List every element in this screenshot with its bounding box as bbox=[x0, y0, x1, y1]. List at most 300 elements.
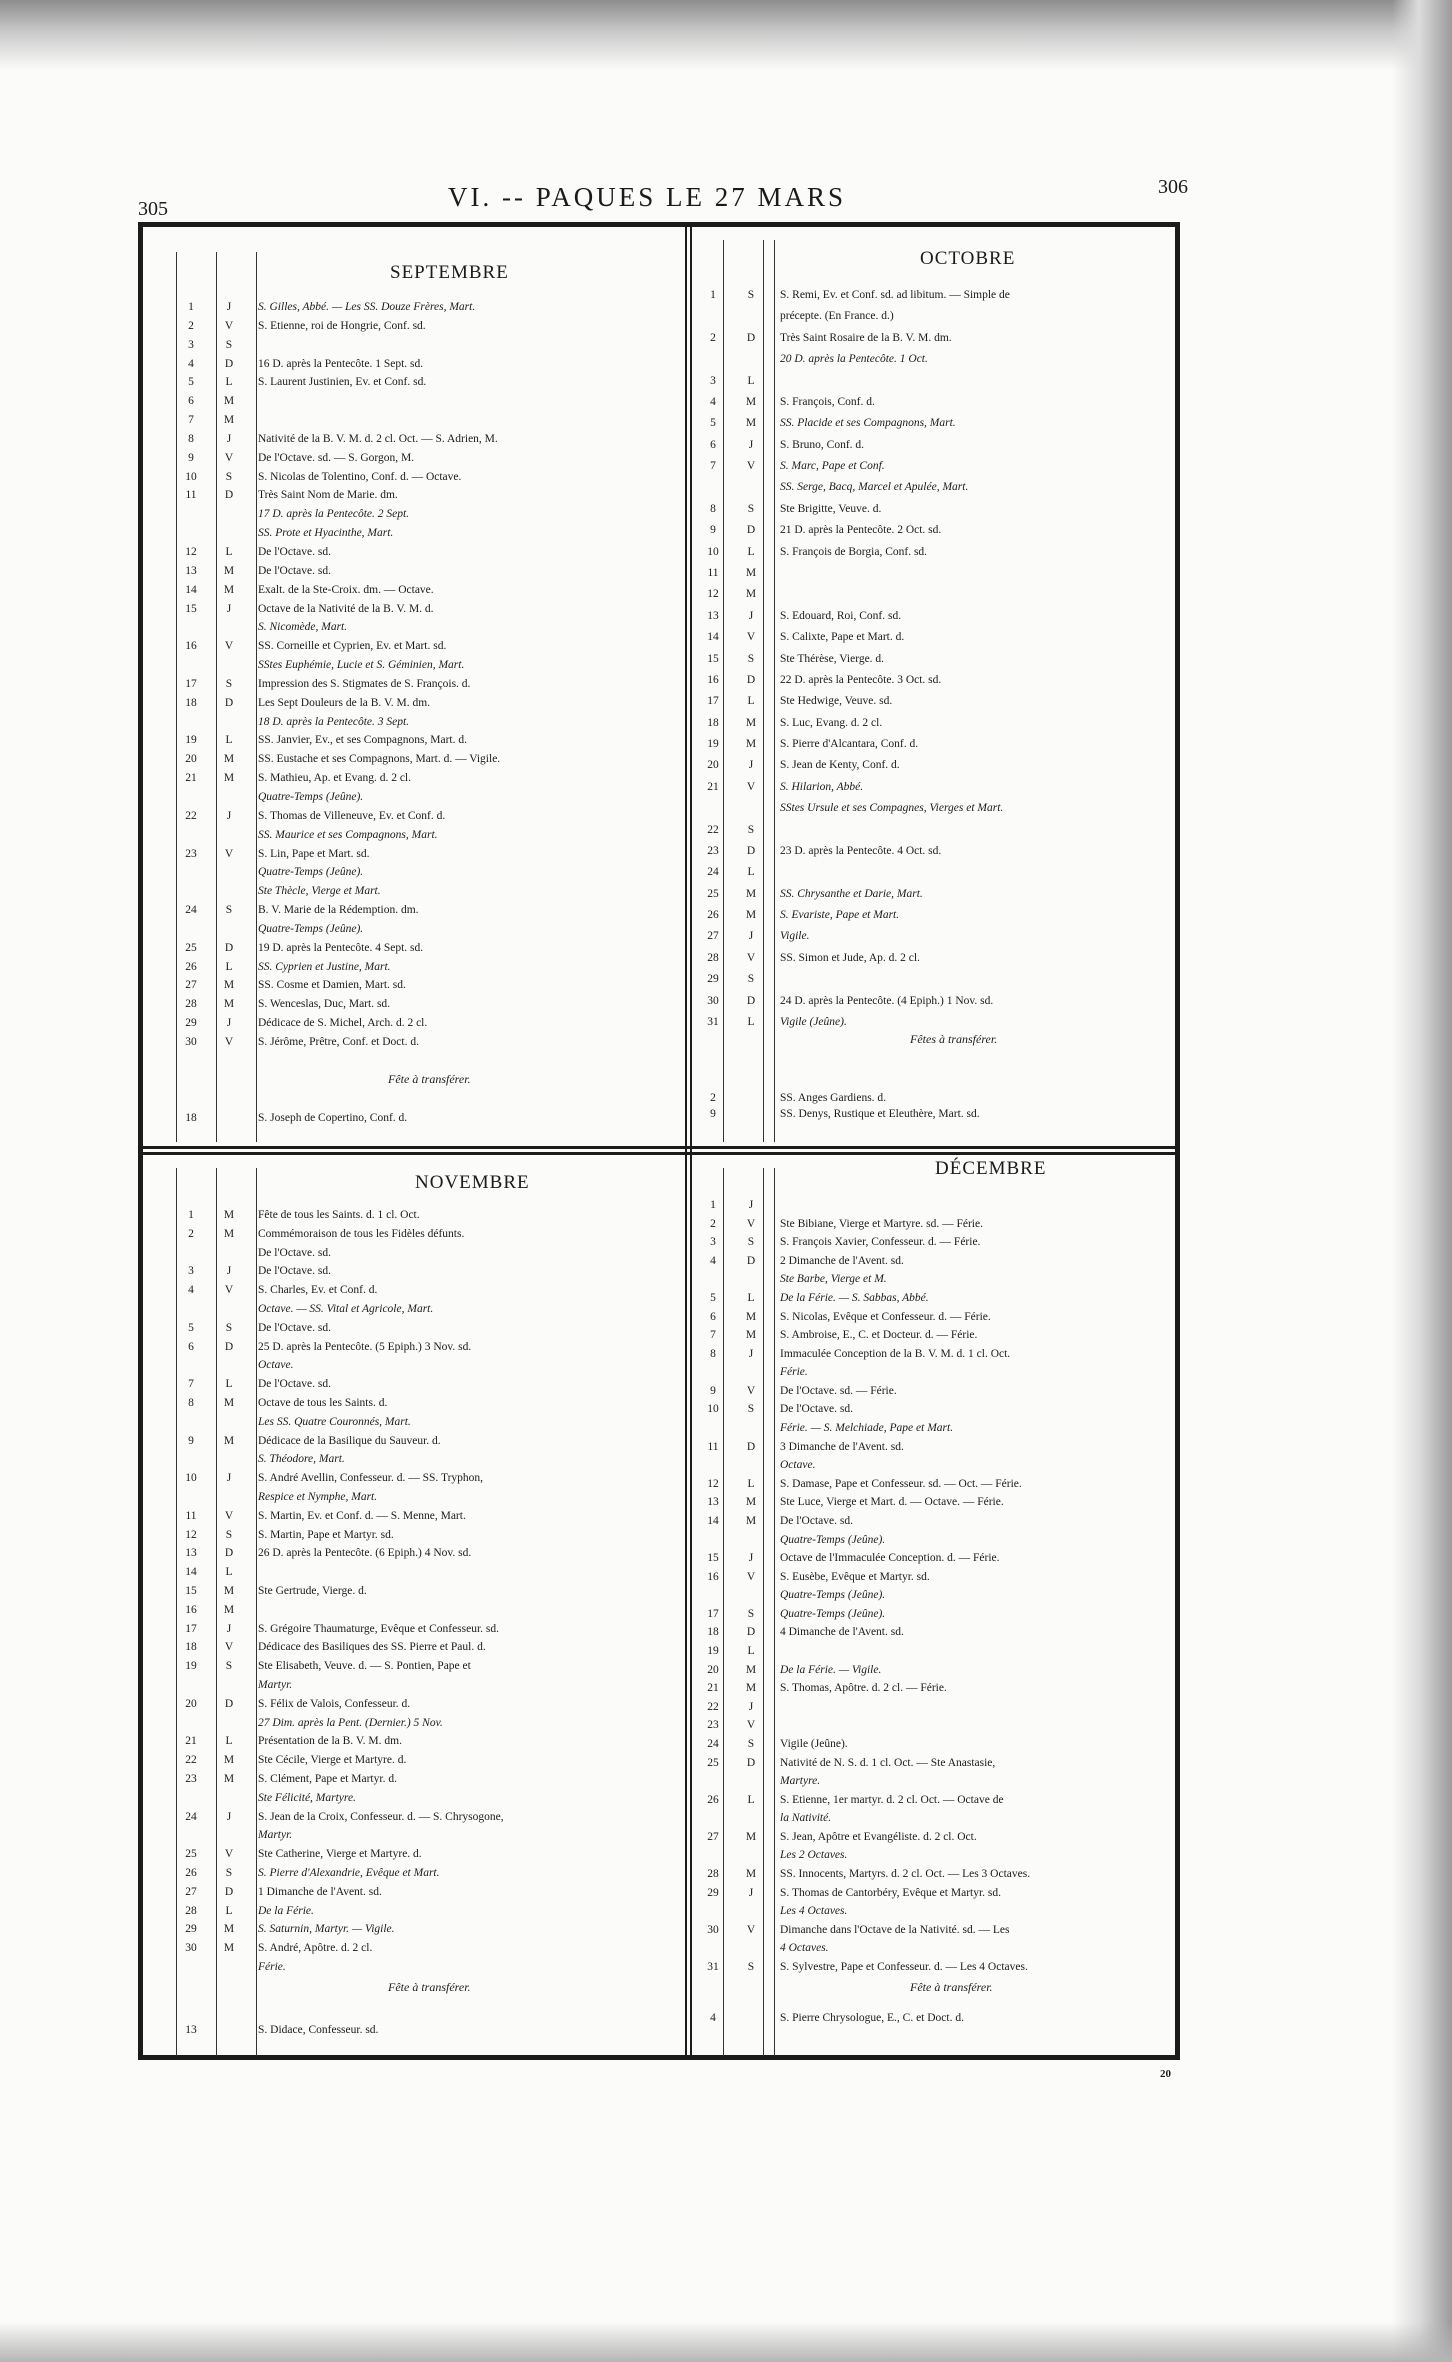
weekday-letter: M bbox=[745, 1663, 757, 1676]
calendar-row bbox=[700, 1328, 1175, 1342]
calendar-row bbox=[700, 587, 1175, 601]
day-number: 8 bbox=[710, 1347, 716, 1360]
day-number: 31 bbox=[707, 1961, 719, 1973]
weekday-letter: V bbox=[746, 951, 756, 964]
day-number: 23 bbox=[185, 1773, 197, 1785]
calendar-row bbox=[178, 1640, 678, 1654]
weekday-letter: J bbox=[748, 759, 754, 772]
calendar-row bbox=[178, 1283, 678, 1297]
weekday-letter: J bbox=[226, 1265, 232, 1278]
octobre-title: OCTOBRE bbox=[920, 248, 1016, 269]
weekday-letter: M bbox=[223, 753, 235, 766]
calendar-row bbox=[700, 1700, 1175, 1714]
day-number: 3 bbox=[710, 1236, 716, 1249]
feast-text: SS. Placide et ses Compagnons, Mart. bbox=[780, 417, 956, 430]
feast-text: Ste Gertrude, Vierge. d. bbox=[258, 1585, 367, 1597]
weekday-letter: L bbox=[747, 695, 755, 708]
weekday-letter: S bbox=[225, 470, 233, 483]
calendar-row bbox=[178, 865, 678, 879]
feast-text: Quatre-Temps (Jeûne). bbox=[258, 791, 364, 803]
weekday-letter: J bbox=[226, 301, 232, 313]
feast-text: 22 D. après la Pentecôte. 3 Oct. sd. bbox=[780, 673, 942, 686]
feast-text: S. Saturnin, Martyr. — Vigile. bbox=[258, 1923, 395, 1936]
calendar-row bbox=[178, 413, 678, 427]
feast-text: S. Hilarion, Abbé. bbox=[780, 780, 864, 793]
feast-text: S. Eusèbe, Evêque et Martyr. sd. bbox=[780, 1570, 930, 1583]
weekday-letter: J bbox=[748, 1199, 754, 1211]
day-number: 30 bbox=[185, 1036, 197, 1048]
feast-text: 3 Dimanche de l'Avent. sd. bbox=[780, 1440, 904, 1453]
calendar-row bbox=[700, 1867, 1175, 1881]
day-number: 27 bbox=[185, 979, 197, 992]
sheet-signature: 20 bbox=[1160, 2068, 1171, 2080]
calendar-row bbox=[178, 432, 678, 446]
calendar-row bbox=[700, 1886, 1175, 1900]
calendar-row bbox=[700, 652, 1175, 666]
calendar-row bbox=[178, 1340, 678, 1354]
day-number: 21 bbox=[707, 780, 719, 793]
feast-text: De l'Octave. sd. bbox=[258, 1246, 331, 1259]
calendar-row bbox=[178, 507, 678, 521]
septembre-transfer-label: Fête à transférer. bbox=[388, 1072, 471, 1086]
day-number: 24 bbox=[707, 866, 719, 879]
day-number: 4 bbox=[188, 1284, 194, 1297]
feast-text: De l'Octave. sd. — Férie. bbox=[780, 1384, 897, 1397]
day-number: 27 bbox=[707, 1830, 719, 1843]
feast-text: S. Félix de Valois, Confesseur. d. bbox=[258, 1697, 411, 1710]
calendar-row bbox=[700, 887, 1175, 901]
page-number-left: 305 bbox=[138, 198, 168, 220]
calendar-row bbox=[700, 630, 1175, 644]
feast-text: Immaculée Conception de la B. V. M. d. 1 cl. Oct. bbox=[780, 1347, 1011, 1360]
weekday-letter: V bbox=[746, 1384, 756, 1397]
octobre-transfer-label: Fêtes à transférer. bbox=[910, 1032, 998, 1046]
weekday-letter: D bbox=[224, 1885, 234, 1898]
weekday-letter: V bbox=[224, 640, 234, 653]
day-number: 28 bbox=[707, 951, 719, 964]
feast-text: Commémoraison de tous les Fidèles défunts. bbox=[258, 1227, 465, 1240]
feast-text: De l'Octave. sd. bbox=[258, 1378, 331, 1391]
weekday-letter: M bbox=[745, 395, 757, 408]
feast-text: précepte. (En France. d.) bbox=[780, 310, 894, 323]
day-number: 4 bbox=[710, 2012, 716, 2024]
feast-text: SS. Simon et Jude, Ap. d. 2 cl. bbox=[780, 951, 920, 964]
feast-text: Respice et Nymphe, Mart. bbox=[258, 1491, 378, 1503]
weekday-letter: M bbox=[745, 417, 757, 430]
day-number: 14 bbox=[707, 631, 719, 644]
weekday-letter: M bbox=[223, 1434, 235, 1447]
feast-text: SS. Corneille et Cyprien, Ev. et Mart. sd. bbox=[258, 640, 447, 653]
feast-text: De la Férie. — S. Sabbas, Abbé. bbox=[780, 1291, 929, 1304]
feast-text: la Nativité. bbox=[780, 1812, 832, 1825]
day-number: 22 bbox=[707, 823, 719, 836]
weekday-letter: S bbox=[225, 1660, 233, 1673]
day-number: 16 bbox=[707, 673, 719, 686]
feast-text: De la Férie. bbox=[258, 1904, 314, 1917]
calendar-row bbox=[178, 1885, 678, 1899]
feast-text: SS. Innocents, Martyrs. d. 2 cl. Oct. — Les 3 Octaves. bbox=[780, 1868, 1031, 1881]
calendar-row bbox=[178, 1321, 678, 1335]
calendar-row bbox=[178, 1734, 678, 1748]
weekday-letter: L bbox=[225, 376, 233, 389]
weekday-letter: L bbox=[747, 1477, 755, 1490]
weekday-letter: M bbox=[223, 395, 235, 408]
day-number: 5 bbox=[188, 376, 194, 389]
feast-text: De l'Octave. sd. bbox=[258, 546, 331, 558]
weekday-letter: V bbox=[224, 847, 234, 860]
calendar-row bbox=[700, 1254, 1175, 1268]
day-number: 30 bbox=[185, 1942, 197, 1955]
calendar-row bbox=[700, 1291, 1175, 1305]
weekday-letter: D bbox=[224, 1697, 234, 1710]
feast-text: Présentation de la B. V. M. dm. bbox=[258, 1735, 402, 1748]
day-number: 14 bbox=[185, 1566, 197, 1579]
day-number: 18 bbox=[185, 1112, 197, 1124]
day-number: 7 bbox=[188, 1378, 194, 1391]
weekday-letter: V bbox=[746, 631, 756, 644]
weekday-letter: D bbox=[224, 489, 234, 502]
feast-text: 17 D. après la Pentecôte. 2 Sept. bbox=[258, 508, 410, 521]
calendar-row bbox=[700, 1402, 1175, 1416]
calendar-row bbox=[700, 1625, 1175, 1639]
day-number: 9 bbox=[710, 524, 716, 537]
calendar-row bbox=[178, 1509, 678, 1523]
day-number: 14 bbox=[707, 1514, 719, 1527]
calendar-row bbox=[700, 844, 1175, 858]
calendar-row bbox=[178, 1716, 678, 1730]
day-number: 21 bbox=[707, 1682, 719, 1695]
weekday-letter: M bbox=[223, 1923, 235, 1936]
weekday-letter: L bbox=[225, 1378, 233, 1391]
weekday-letter: M bbox=[745, 738, 757, 751]
weekday-letter: J bbox=[748, 1700, 754, 1713]
day-number: 20 bbox=[185, 1697, 197, 1710]
weekday-letter: V bbox=[746, 1570, 756, 1583]
feast-text: SS. Serge, Bacq, Marcel et Apulée, Mart. bbox=[780, 481, 969, 494]
weekday-letter: J bbox=[748, 438, 754, 451]
day-number: 26 bbox=[185, 960, 197, 973]
day-number: 1 bbox=[188, 301, 194, 313]
feast-text: 4 Dimanche de l'Avent. sd. bbox=[780, 1626, 904, 1639]
feast-text: SS. Eustache et ses Compagnons, Mart. d. — Vigile. bbox=[258, 753, 501, 766]
weekday-letter: V bbox=[224, 1036, 234, 1048]
feast-text: SS. Cosme et Damien, Mart. sd. bbox=[258, 979, 406, 992]
weekday-letter: S bbox=[225, 1528, 233, 1541]
calendar-row bbox=[178, 1528, 678, 1542]
calendar-row bbox=[178, 696, 678, 710]
calendar-row bbox=[178, 1584, 678, 1598]
weekday-letter: M bbox=[223, 1942, 235, 1955]
calendar-row bbox=[700, 1644, 1175, 1658]
feast-text: Octave. — SS. Vital et Agricole, Mart. bbox=[258, 1303, 434, 1315]
feast-text: Dédicace de S. Michel, Arch. d. 2 cl. bbox=[258, 1017, 428, 1030]
day-number: 10 bbox=[707, 545, 719, 558]
day-number: 18 bbox=[707, 1626, 719, 1639]
calendar-row bbox=[700, 1570, 1175, 1584]
calendar-row bbox=[700, 480, 1175, 494]
feast-text: Exalt. de la Ste-Croix. dm. — Octave. bbox=[258, 583, 434, 596]
weekday-letter: J bbox=[226, 1017, 232, 1030]
calendar-row bbox=[178, 394, 678, 408]
day-number: 9 bbox=[188, 451, 194, 464]
weekday-letter: D bbox=[746, 1254, 756, 1267]
day-number: 13 bbox=[707, 1496, 719, 1509]
calendar-row bbox=[178, 1659, 678, 1673]
day-number: 5 bbox=[188, 1321, 194, 1334]
calendar-row bbox=[700, 374, 1175, 388]
weekday-letter: D bbox=[746, 1440, 756, 1453]
feast-text: Impression des S. Stigmates de S. François. d. bbox=[258, 677, 471, 690]
weekday-letter: J bbox=[226, 809, 232, 822]
calendar-row bbox=[178, 1960, 678, 1974]
calendar-row bbox=[178, 752, 678, 766]
rule bbox=[176, 1168, 177, 2056]
day-number: 6 bbox=[188, 1340, 194, 1353]
calendar-row bbox=[178, 564, 678, 578]
feast-text: S. Etienne, 1er martyr. d. 2 cl. Oct. — Octave de bbox=[780, 1793, 1004, 1806]
calendar-row bbox=[700, 1217, 1175, 1231]
calendar-row bbox=[178, 357, 678, 371]
weekday-letter: V bbox=[224, 319, 234, 332]
feast-text: 25 D. après la Pentecôte. (5 Epiph.) 3 Nov. sd. bbox=[258, 1340, 472, 1353]
calendar-row bbox=[178, 903, 678, 917]
weekday-letter: L bbox=[747, 1793, 755, 1806]
feast-text: Férie. — S. Melchiade, Pape et Mart. bbox=[780, 1422, 954, 1435]
feast-text: Ste Hedwige, Veuve. sd. bbox=[780, 695, 893, 708]
feast-text: S. Pierre Chrysologue, E., C. et Doct. d. bbox=[780, 2012, 964, 2024]
weekday-letter: D bbox=[746, 1756, 756, 1769]
day-number: 17 bbox=[185, 677, 197, 690]
day-number: 13 bbox=[185, 1547, 197, 1560]
weekday-letter: S bbox=[747, 652, 755, 665]
weekday-letter: S bbox=[747, 289, 755, 301]
weekday-letter: L bbox=[225, 1566, 233, 1579]
calendar-row bbox=[700, 1272, 1175, 1286]
calendar-row bbox=[700, 1737, 1175, 1751]
column-divider-b bbox=[690, 222, 692, 2060]
day-number: 2 bbox=[710, 1092, 716, 1104]
calendar-row bbox=[178, 847, 678, 861]
day-number: 10 bbox=[707, 1403, 719, 1416]
day-number: 11 bbox=[707, 1440, 719, 1453]
weekday-letter: J bbox=[226, 1472, 232, 1485]
feast-text: Férie. bbox=[780, 1366, 808, 1379]
weekday-letter: L bbox=[225, 960, 233, 973]
decembre-title: DÉCEMBRE bbox=[935, 1158, 1047, 1179]
day-number: 4 bbox=[710, 395, 716, 408]
day-number: 26 bbox=[707, 909, 719, 922]
day-number: 26 bbox=[185, 1867, 197, 1879]
calendar-row bbox=[700, 1774, 1175, 1788]
feast-text: S. Jean de la Croix, Confesseur. d. — S. Chrysogone, bbox=[258, 1810, 504, 1823]
day-number: 6 bbox=[710, 1310, 716, 1323]
feast-text: S. Nicomède, Mart. bbox=[258, 621, 348, 634]
feast-text: S. Gilles, Abbé. — Les SS. Douze Frères, Mart. bbox=[258, 301, 476, 313]
feast-text: 18 D. après la Pentecôte. 3 Sept. bbox=[258, 715, 410, 728]
weekday-letter: V bbox=[224, 451, 234, 464]
feast-text: Férie. bbox=[258, 1961, 286, 1973]
day-number: 8 bbox=[710, 502, 716, 515]
day-number: 16 bbox=[707, 1570, 719, 1583]
calendar-row bbox=[178, 1264, 678, 1278]
calendar-row bbox=[178, 526, 678, 540]
feast-text: Les SS. Quatre Couronnés, Mart. bbox=[258, 1415, 411, 1428]
feast-text: Ste Thècle, Vierge et Mart. bbox=[258, 885, 381, 898]
calendar-row bbox=[700, 502, 1175, 516]
weekday-letter: S bbox=[747, 973, 755, 986]
weekday-letter: J bbox=[748, 930, 754, 943]
calendar-row bbox=[178, 602, 678, 616]
day-number: 28 bbox=[185, 1904, 197, 1917]
day-number: 23 bbox=[707, 844, 719, 857]
calendar-row bbox=[178, 1434, 678, 1448]
calendar-row bbox=[700, 1015, 1175, 1029]
calendar-row bbox=[700, 309, 1175, 323]
weekday-letter: L bbox=[747, 1645, 755, 1658]
calendar-row bbox=[178, 960, 678, 974]
day-number: 9 bbox=[710, 1384, 716, 1397]
calendar-row bbox=[700, 459, 1175, 473]
calendar-row bbox=[700, 951, 1175, 965]
calendar-row bbox=[178, 1904, 678, 1918]
day-number: 4 bbox=[188, 357, 194, 370]
weekday-letter: M bbox=[223, 1227, 235, 1240]
day-number: 9 bbox=[710, 1108, 716, 1120]
feast-text: SStes Ursule et ses Compagnes, Vierges et Mart. bbox=[780, 802, 1004, 815]
calendar-row bbox=[178, 941, 678, 955]
weekday-letter: D bbox=[224, 941, 234, 954]
day-number: 27 bbox=[185, 1885, 197, 1898]
calendar-row bbox=[178, 1678, 678, 1692]
calendar-row bbox=[178, 790, 678, 804]
feast-text: Ste Cécile, Vierge et Martyre. d. bbox=[258, 1754, 407, 1767]
calendar-row bbox=[700, 1551, 1175, 1565]
feast-text: Ste Elisabeth, Veuve. d. — S. Pontien, Pape et bbox=[258, 1660, 471, 1673]
feast-text: Quatre-Temps (Jeûne). bbox=[258, 922, 364, 935]
feast-text: Dimanche dans l'Octave de la Nativité. sd. — Les bbox=[780, 1923, 1010, 1936]
feast-text: De l'Octave. sd. bbox=[258, 564, 331, 577]
calendar-row bbox=[178, 1452, 678, 1466]
calendar-row bbox=[178, 1697, 678, 1711]
weekday-letter: M bbox=[745, 566, 757, 579]
feast-text: De l'Octave. sd. bbox=[780, 1514, 853, 1527]
calendar-row bbox=[178, 1035, 678, 1049]
weekday-letter: L bbox=[225, 1735, 233, 1748]
calendar-row bbox=[700, 1365, 1175, 1379]
feast-text: 26 D. après la Pentecôte. (6 Epiph.) 4 Nov. sd. bbox=[258, 1547, 472, 1560]
feast-text: S. Damase, Pape et Confesseur. sd. — Oct. — Férie. bbox=[780, 1477, 1022, 1490]
day-number: 18 bbox=[185, 1641, 197, 1654]
page-number-right: 306 bbox=[1158, 176, 1188, 198]
calendar-row bbox=[178, 828, 678, 842]
weekday-letter: L bbox=[747, 374, 755, 387]
feast-text: 4 Octaves. bbox=[780, 1942, 829, 1955]
weekday-letter: J bbox=[226, 1622, 232, 1635]
calendar-row bbox=[178, 1922, 678, 1936]
calendar-row bbox=[178, 884, 678, 898]
calendar-row bbox=[178, 300, 678, 314]
calendar-row bbox=[700, 352, 1175, 366]
day-number: 18 bbox=[707, 716, 719, 729]
feast-text: S. Charles, Ev. et Conf. d. bbox=[258, 1284, 378, 1297]
day-number: 28 bbox=[707, 1868, 719, 1881]
weekday-letter: M bbox=[745, 887, 757, 900]
day-number: 5 bbox=[710, 1291, 716, 1304]
scan-shadow-right bbox=[1392, 0, 1452, 2362]
calendar-row bbox=[178, 997, 678, 1011]
day-number: 7 bbox=[710, 1329, 716, 1342]
weekday-letter: D bbox=[746, 994, 756, 1007]
calendar-row bbox=[178, 620, 678, 634]
weekday-letter: V bbox=[746, 780, 756, 793]
calendar-row bbox=[178, 375, 678, 389]
weekday-letter: M bbox=[745, 1514, 757, 1527]
calendar-row bbox=[178, 1227, 678, 1241]
day-number: 1 bbox=[710, 289, 716, 301]
calendar-row bbox=[178, 658, 678, 672]
weekday-letter: S bbox=[225, 338, 233, 351]
day-number: 28 bbox=[185, 998, 197, 1011]
day-number: 12 bbox=[707, 588, 719, 601]
decembre-transfer-label: Fête à transférer. bbox=[910, 1980, 993, 1994]
calendar-row bbox=[178, 1358, 678, 1372]
day-number: 12 bbox=[707, 1477, 719, 1490]
feast-text: SS. Cyprien et Justine, Mart. bbox=[258, 960, 391, 973]
feast-text: Les Sept Douleurs de la B. V. M. dm. bbox=[258, 696, 431, 709]
feast-text: 16 D. après la Pentecôte. 1 Sept. sd. bbox=[258, 357, 424, 370]
day-number: 20 bbox=[185, 753, 197, 766]
feast-text: S. Laurent Justinien, Ev. et Conf. sd. bbox=[258, 376, 427, 389]
feast-text: S. Marc, Pape et Conf. bbox=[780, 460, 885, 473]
day-number: 29 bbox=[185, 1923, 197, 1936]
day-number: 25 bbox=[185, 1848, 197, 1861]
calendar-row bbox=[178, 1565, 678, 1579]
day-number: 26 bbox=[707, 1793, 719, 1806]
feast-text: S. Bruno, Conf. d. bbox=[780, 438, 865, 451]
day-number: 21 bbox=[185, 772, 197, 785]
day-number: 22 bbox=[185, 1754, 197, 1767]
feast-text: S. Thomas de Cantorbéry, Evêque et Martyr. sd. bbox=[780, 1886, 1002, 1899]
day-number: 1 bbox=[188, 1209, 194, 1221]
calendar-row bbox=[178, 771, 678, 785]
feast-text: S. Etienne, roi de Hongrie, Conf. sd. bbox=[258, 319, 426, 332]
weekday-letter: M bbox=[745, 1329, 757, 1342]
calendar-row bbox=[178, 922, 678, 936]
feast-text: SS. Prote et Hyacinthe, Mart. bbox=[258, 527, 394, 540]
weekday-letter: V bbox=[746, 1719, 756, 1732]
day-number: 17 bbox=[185, 1622, 197, 1635]
weekday-letter: S bbox=[225, 1321, 233, 1334]
calendar-row bbox=[700, 288, 1175, 302]
day-number: 15 bbox=[185, 1585, 197, 1597]
feast-text: S. Ambroise, E., C. et Docteur. d. — Férie. bbox=[780, 1329, 978, 1342]
day-number: 10 bbox=[185, 470, 197, 483]
day-number: 2 bbox=[710, 1217, 716, 1230]
calendar-row bbox=[700, 1421, 1175, 1435]
day-number: 15 bbox=[185, 602, 197, 615]
weekday-letter: M bbox=[223, 1754, 235, 1767]
feast-text: S. Wenceslas, Duc, Mart. sd. bbox=[258, 998, 391, 1011]
calendar-row bbox=[178, 1415, 678, 1429]
day-number: 29 bbox=[707, 973, 719, 986]
weekday-letter: J bbox=[748, 609, 754, 622]
day-number: 16 bbox=[185, 1603, 197, 1616]
calendar-row bbox=[178, 715, 678, 729]
day-number: 20 bbox=[707, 759, 719, 772]
calendar-row bbox=[700, 1681, 1175, 1695]
day-number: 19 bbox=[707, 738, 719, 751]
day-number: 3 bbox=[710, 374, 716, 387]
